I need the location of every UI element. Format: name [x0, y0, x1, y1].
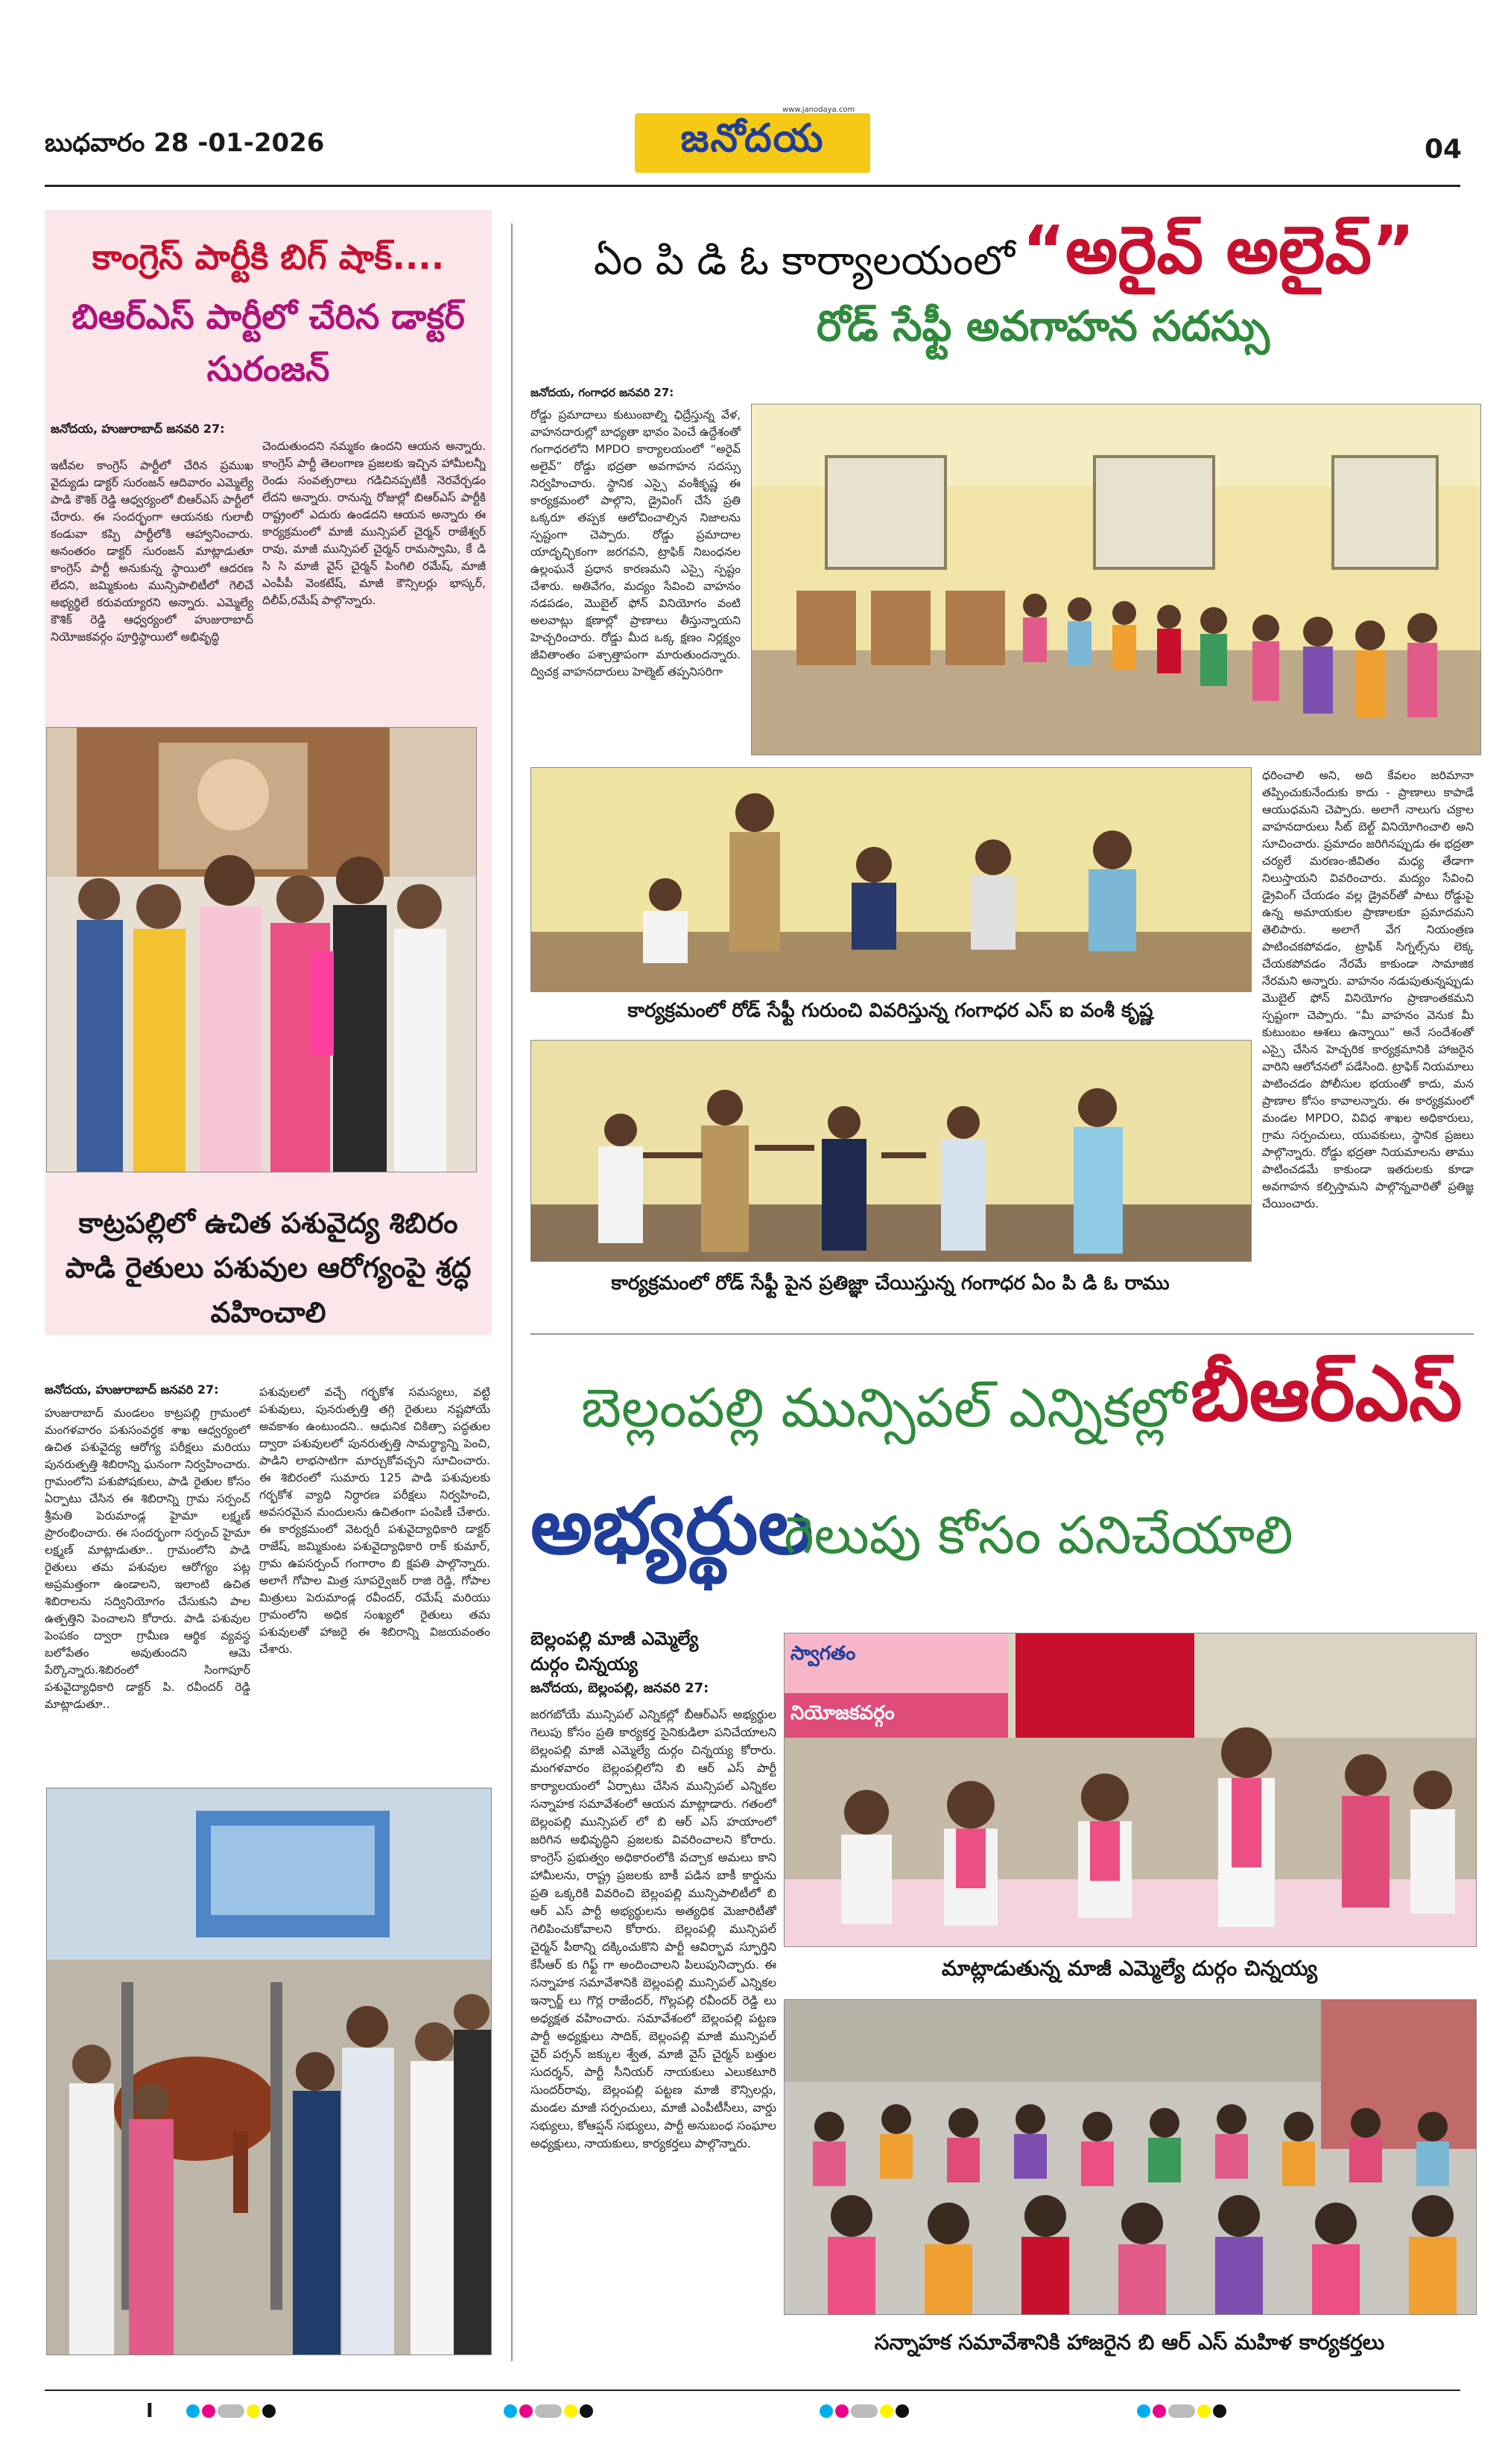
left-top-headline-1: కాంగ్రెస్ పార్టీకి బిగ్ షాక్.... [92, 237, 445, 277]
left-mid-col1: హుజురాబాద్ మండలం కాట్రపల్లి గ్రామంలో మంగళవారం పశుసంవర్ధక శాఖ ఆధ్వర్యంలో ఉచిత పశువైద్య ఆరోగ్య పరీక్షలు మరియు పునరుత్పత్తి శిబిరాన్ని ఘనంగా నిర్వహించారు. గ్రామంలోని పశుపోషకులు, పాడి రైతుల కోసం ఏర్పాటు చేసిన ఈ శిబిరాన్ని గ్రామ సర్పంచ్ శ్రీమతి పెరుమాండ్ల హైమా లక్ష్మణ్ ప్రారంభించారు. ఈ సందర్భంగా సర్పంచ్ హైమా లక్ష్మణ్ మాట్లాడుతూ.. గ్రామంలోని పాడి రైతులు తమ పశువుల ఆరోగ్యం పట్ల అప్రమత్తంగా ఉండాలని, ఇలాంటి ఉచిత శిబిరాలను సద్వినియోగం చేసుకుని పాల ఉత్పత్తిని పెంచాలని కోరారు. పాడి పశువుల పెంపకం ద్వారా గ్రామీణ ఆర్థిక వ్యవస్థ బలోపేతం అవుతుందని ఆమె పేర్కొన్నారు.శిబిరంలో సింగాపూర్ పశువైద్యాధికారి డాక్టర్ పి. రవీందర్ రెడ్డి మాట్లాడుతూ.. [45, 1406, 250, 1711]
right-bottom-body: జరగబోయే మున్సిపల్ ఎన్నికల్లో బీఆర్ఎస్ అభ్యర్థుల గెలుపు కోసం ప్రతి కార్యకర్త సైనికుడిలా పనిచేయాలని బెల్లంపల్లి మాజీ ఎమ్మెల్యే దుర్గం చిన్నయ్య కోరారు. మంగళవారం బెల్లంపల్లిలోని బి ఆర్ ఎస్ పార్టీ కార్యాలయంలో ఏర్పాటు చేసిన మున్సిపల్ ఎన్నికల సన్నాహక సమావేశంలో ఆయన మాట్లాడారు. గతంలో బెల్లంపల్లి మున్సిపల్ లో బి ఆర్ ఎస్ హయాంలో జరిగిన అభివృద్ధిని ప్రజలకు వివరించాలని కోరారు. కాంగ్రెస్ ప్రభుత్వం అధికారంలోకి వచ్చాక అమలు కాని హామీలను, రాష్ట్ర ప్రజలకు బాకీ పడిన బాకీ కార్డును ప్రతి ఒక్కరికి వివరించి బెల్లంపల్లి మున్సిపాలిటీలో బి ఆర్ ఎస్ పార్టీ అభ్యర్థులను అత్యధిక మెజారిటీతో గెలిపించుకోవాలని కోరారు. బెల్లంపల్లి మున్సిపల్ చైర్మన్ పీఠాన్ని దక్కించుకొని పార్టీ ఆవిర్భావ స్ఫూర్తిని కేసీఆర్ కు గిఫ్ట్ గా అందించాలని పిలుపునిచ్చారు. ఈ సన్నాహక సమావేశానికి బెల్లంపల్లి మున్సిపల్ ఎన్నికల ఇన్చార్జ్ లు గొర్ల రాజేందర్, గొల్లపల్లి రవీందర్ రెడ్డి లు అధ్యక్షత వహించారు. సమావేశంలో బెల్లంపల్లి పట్టణ పార్టీ అధ్యక్షులు సాదిక్, బెల్లంపల్లి మాజీ మున్సిపల్ చైర్ పర్సన్ జక్కుల శ్వేత, మాజీ వైస్ చైర్మన్ బత్తుల సుదర్శన్, పార్టీ సీనియర్ నాయకులు ఎలుకటూరి సుందర్‌రావు, బెల్లంపల్లి పట్టణ మాజీ కౌన్సిలర్లు, మండల మాజీ సర్పంచులు, మాజీ ఎంపీటీసీలు, వార్డు సభ్యులు, కోఆప్షన్ సభ్యులు, పార్టీ అనుబంధ సంఘాల అధ్యక్షులు, నాయకులు, కార్యకర్తలు పాల్గొన్నారు. [530, 1707, 776, 2150]
vet-camp-photo [46, 1788, 492, 2355]
brs-joining-photo [46, 727, 477, 1172]
women-activists-photo [784, 1999, 1477, 2315]
meeting-hall-illustration [752, 404, 1480, 755]
masthead-rule [45, 185, 1460, 187]
banner-constituency-text: నియోజకవర్గం [790, 1702, 895, 1724]
page-number: 04 [1425, 134, 1463, 165]
masthead-date: బుధవారం 28 -01-2026 [45, 128, 325, 158]
left-top-headline-2a: బిఆర్ఎస్ పార్టీలో చేరిన డాక్టర్ [72, 296, 465, 337]
logo-tagline: www.janodaya.com [782, 106, 855, 114]
right-bottom-headline-2a: అభ్యర్థుల [530, 1481, 814, 1572]
right-top-headline-quote: “అరైవ్ అలైవ్” [1022, 212, 1415, 288]
registration-marks-2 [504, 2404, 593, 2418]
women-activists-caption: సన్నాహక సమావేశానికి హాజరైన బి ఆర్ ఎస్ మహిళ కార్యకర్తలు [874, 2330, 1385, 2355]
ex-mla-illustration [785, 1633, 1476, 1946]
right-bottom-headline-1a: బెల్లంపల్లి మున్సిపల్ ఎన్నికల్లో [581, 1377, 1186, 1439]
footer-rule [45, 2390, 1460, 2391]
right-top-headline-2: రోడ్ సేఫ్టీ అవగాహన సదస్సు [816, 302, 1270, 351]
right-top-headline-prefix: ఏం పి డి ఓ కార్యాలయంలో [593, 237, 1015, 284]
right-top-dateline: జనోదయ, గంగాధర జనవరి 27: [530, 386, 674, 399]
registration-marks-3 [820, 2404, 909, 2418]
left-mid-headline-3: వహించాలి [210, 1296, 326, 1329]
left-mid-dateline: జనోదయ, హుజురాబాద్ జనవరి 27: [45, 1382, 219, 1397]
column-divider [511, 223, 513, 2361]
si-speaking-photo [530, 767, 1252, 992]
left-top-col2: చెందుతుందని నమ్మకం ఉందని ఆయన అన్నారు. కాంగ్రెస్ పార్టీ తెలంగాణ ప్రజలకు ఇచ్చిన హామీలన్నీ రెండు సంవత్సరాలు గడిచినప్పటికీ నెరవేర్చడం లేదని అన్నారు. రానున్న రోజుల్లో బిఆర్ఎస్ పార్టీకి రాష్ట్రంలో ఎదురు ఉండదని ఆయన అన్నారు ఈ కార్యక్రమంలో మాజీ మున్సిపల్ చైర్మన్ రాజేశ్వర్ రావు, మాజీ మున్సిపల్ చైర్మన్ రామస్వామి, కే డి సి సి మాజీ వైస్ చైర్మన్ పింగిలి రమేష్, మాజీ ఎంపీపీ వెంకటేష్, మాజీ కౌన్సిలర్లు భాస్కర్, దిలీప్,రమేష్ పాల్గొన్నారు. [262, 439, 486, 607]
right-bottom-byline-1: బెల్లంపల్లి మాజీ ఎమ్మెల్యే [530, 1628, 699, 1649]
pledge-illustration [531, 1041, 1251, 1261]
left-mid-headline-2: పాడి రైతులు పశువుల ఆరోగ్యంపై శ్రద్ధ [65, 1251, 472, 1284]
right-bottom-headline-1b: బీఆర్ఎస్ [1191, 1350, 1463, 1438]
si-speaking-illustration [531, 768, 1251, 991]
registration-marks-4 [1137, 2404, 1226, 2418]
si-speaking-caption: కార్యక్రమంలో రోడ్ సేఫ్టీ గురుంచి వివరిస్తున్న గంగాధర ఎస్ ఐ వంశీ కృష్ణ [627, 1000, 1153, 1022]
right-bottom-byline-2: దుర్గం చిన్నయ్య [530, 1654, 638, 1674]
right-top-col-a: రోడ్డు ప్రమాదాలు కుటుంబాల్ని ఛిద్రేస్తున్న వేళ, వాహనదారుల్లో బాధ్యతా భావం పెంచే ఉద్దేశంతో గంగాధరలోని MPDO కార్యాలయంలో “అరైవ్ అలైవ్” రోడ్డు భద్రతా అవగాహన సదస్సు నిర్వహించారు. స్థానిక ఎస్సై వంశీకృష్ణ ఈ కార్యక్రమంలో పాల్గొని, డ్రైవింగ్ చేసే ప్రతి ఒక్కరూ తప్పక ఆలోచించాల్సిన నిజాలను స్పష్టంగా చెప్పారు. రోడ్డు ప్రమాదాల యాదృచ్ఛికంగా జరగవని, ట్రాఫిక్ నిబంధనల ఉల్లంఘనే ప్రధాన కారణమని ఎస్సై స్పష్టం చేశారు. అతివేగం, మద్యం సేవించి వాహనం నడపడం, మొబైల్ ఫోన్ వినియోగం వంటి అలవాట్లు క్షణాల్లో ప్రాణాలు తీస్తున్నాయని హెచ్చరించారు. రోడ్డు మీద ఒక్క క్షణం నిర్లక్ష్యం జీవితాంతం పశ్చాత్తాపంగా మారుతుందన్నారు. ద్విచక్ర వాహనదారులు హెల్మెట్ తప్పనిసరిగా [530, 408, 741, 679]
pledge-photo [530, 1040, 1252, 1262]
right-bottom-dateline: జనోదయ, బెల్లంపల్లి, జనవరి 27: [530, 1680, 709, 1696]
banner-welcome-text: స్వాగతం [790, 1642, 856, 1665]
women-activists-illustration [785, 2000, 1476, 2314]
left-mid-col2: పశువులలో వచ్చే గర్భకోశ సమస్యలు, వట్టి పశువులు, పునరుత్పత్తి తగ్గి రైతులు నష్టపోయే అవకాశం ఉంటుందని.. ఆధునిక చికిత్సా పద్ధతుల ద్వారా పశువులలో పునరుత్పత్తి సామర్థ్యాన్ని పెంచి, పాడిని లాభసాటిగా మార్చుకోవచ్చని సూచించారు. ఈ శిబిరంలో సుమారు 125 పాడి పశువులకు గర్భకోశ వ్యాధి నిర్ధారణ పరీక్షలు నిర్వహించి, అవసరమైన మందులను ఉచితంగా పంపిణీ చేశారు. ఈ కార్యక్రమంలో వెటర్నరీ పశువైద్యాధికారి డాక్టర్ రాజేష్, జమ్మికుంట పశువైద్యాధికారి రాక్ కుమార్, గ్రామ ఉపసర్పంచ్ గంగారాం బి క్షపతి పాల్గొన్నారు. అలాగే గోపాల మిత్ర సూపర్వైజర్ రాజి రెడ్డి, గోపాల మిత్రులు పెరుమాండ్ల రవీందర్, రమేష్ మరియు గ్రామంలోని అధిక సంఖ్యలో రైతులు తమ పశువులతో హాజరై ఈ శిబిరాన్ని విజయవంతం చేశారు. [259, 1385, 490, 1656]
footer-page-marker: I [146, 2400, 153, 2422]
pledge-caption: కార్యక్రమంలో రోడ్ సేఫ్టీ పైన ప్రతిజ్ఞా చేయిస్తున్న గంగాధర ఏం పి డి ఓ రాము [611, 1272, 1170, 1295]
right-top-col-b: ధరించాలి అని, అది కేవలం జరిమానా తప్పించుకునేందుకు కాదు - ప్రాణాలు కాపాడే ఆయుధమని చెప్పారు. అలాగే నాలుగు చక్రాల వాహనదారులు సీట్ బెల్ట్ వినియోగించాలి అని సూచించారు. ప్రమాదం జరిగినప్పుడు ఈ భద్రతా చర్యలే మరణం-జీవితం మధ్య తేడాగా నిలుస్తాయని వివరించారు. మద్యం సేవించి డ్రైవింగ్ చేయడం వల్ల డ్రైవర్‌తో పాటు రోడ్డుపై ఉన్న అమాయకుల ప్రాణాలకూ ప్రమాదమని తెలిపారు. అలాగే వేగ నియంత్రణ పాటించకపోవడం, ట్రాఫిక్ సిగ్నల్స్‌ను లెక్క చేయకపోవడం నేరమే కాకుండా సామాజిక నేరమని అన్నారు. వాహనం నడుపుతున్నప్పుడు మొబైల్ ఫోన్ వినియోగం ప్రాణాంతకమని స్పష్టంగా చెప్పారు. “మీ వాహనం వెనుక మీ కుటుంబం ఆశలు ఉన్నాయి” అనే సందేశంతో ఎస్సై చేసిన హెచ్చరిక కార్యక్రమానికి హాజరైన వారిని ఆలోచనలో పడేసింది. ట్రాఫిక్ నియమాలు పాటించడం పోలీసుల భయంతో కాదు, మన ప్రాణాల కోసం కావాలన్నారు. ఈ కార్యక్రమంలో మండల MPDO, వివిధ శాఖల అధికారులు, గ్రామ సర్పంచులు, యువకులు, స్థానిక ప్రజలు పాల్గొన్నారు. రోడ్డు భద్రతా నియమాలను తాము పాటించడమే కాకుండా ఇతరులకు కూడా అవగాహన కల్పిస్తామని పాల్గొన్నవారితో ప్రతిజ్ఞ చేయించారు. [1262, 769, 1474, 1210]
masthead-logo [635, 113, 870, 173]
vet-camp-illustration [47, 1788, 491, 2355]
left-top-dateline: జనోదయ, హుజురాబాద్ జనవరి 27: [51, 422, 225, 436]
meeting-hall-photo [751, 404, 1481, 755]
left-top-col1: ఇటీవల కాంగ్రెస్ పార్టీలో చేరిన ప్రముఖ వైద్యుడు డాక్టర్ సురంజన్ ఆదివారం ఎమ్మెల్యే పాడి కౌశిక్ రెడ్డి ఆధ్వర్యంలో బిఆర్ఎస్ పార్టీలో చేరారు. ఈ సందర్భంగా ఆయనకు గులాబీ కండువా కప్పి పార్టీలోకి ఆహ్వానించారు. అనంతరం డాక్టర్ సురంజన్ మాట్లాడుతూ కాంగ్రెస్ పార్టీ అనుకున్న స్థాయిలో ఆదరణ లేదని, జమ్మికుంట మున్సిపాలిటీలో గెలిచే అభ్యర్థిలే కరువయ్యారని అన్నారు. ఎమ్మెల్యే కౌశిక్ రెడ్డి ఆధ్వర్యంలో హుజురాబాద్ నియోజకవర్గం పూర్తిస్థాయిలో అభివృద్ధి [51, 459, 253, 644]
left-top-headline-2b: సురంజన్ [206, 349, 330, 389]
left-mid-headline-1: కాట్రపల్లిలో ఉచిత పశువైద్య శిబిరం [78, 1207, 458, 1239]
brs-joining-illustration [47, 728, 476, 1172]
registration-marks-1 [186, 2404, 276, 2418]
ex-mla-photo [784, 1633, 1477, 1947]
section-rule-right [530, 1333, 1474, 1335]
logo-text: జనోదయ [680, 115, 825, 161]
ex-mla-caption: మాట్లాడుతున్న మాజీ ఎమ్మెల్యే దుర్గం చిన్నయ్య [941, 1956, 1318, 1981]
right-bottom-headline-2b: గెలుపు కోసం పనిచేయాలి [784, 1505, 1293, 1566]
